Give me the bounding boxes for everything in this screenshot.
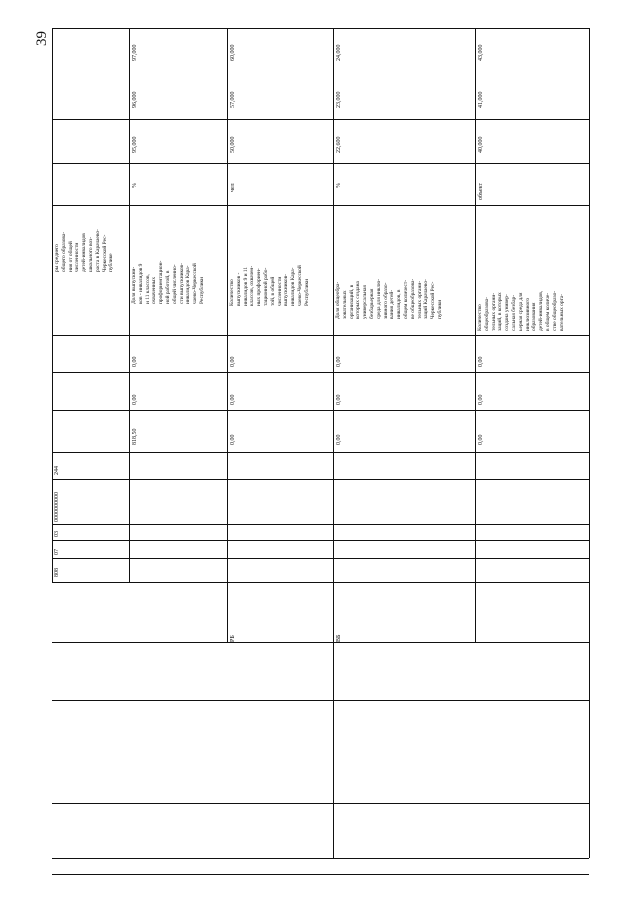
amount-cell: 0,00 — [230, 356, 236, 367]
indicator-line: вания детей- — [389, 289, 396, 319]
indicator-line: заций, в которых — [497, 292, 504, 331]
unit-label: % — [336, 183, 342, 188]
indicator-line: Черкесской Рес- — [430, 281, 437, 319]
value-cell: 60,000 — [230, 44, 236, 61]
indicator-line: классов, охвачен- — [249, 265, 256, 306]
indicator-line: раста в Карачаево- — [94, 229, 101, 272]
indicator-line: вательных орга- — [558, 294, 565, 331]
indicator-line: Доля выпускни- — [131, 266, 137, 304]
value-cell: 43,000 — [478, 44, 484, 61]
indicator-line: чаево-Черкесской — [192, 263, 199, 304]
indicator-line: общего образова- — [60, 231, 67, 272]
indicator-line: инвалидов 9 и 11 — [242, 266, 249, 306]
kbk-code: 0000000000 — [54, 492, 60, 522]
indicator-line: ных профориен- — [256, 268, 263, 306]
value-cell: 57,000 — [230, 91, 236, 108]
indicator-line: детей-инвалидов — [81, 233, 88, 272]
amount-cell: 0,00 — [336, 356, 342, 367]
amount-cell: 0,00 — [478, 394, 484, 405]
amount-cell: 0,00 — [336, 434, 342, 445]
unit-label: чел — [230, 183, 236, 192]
indicator-line: ры среднего — [54, 244, 60, 272]
indicator-line: выпускников- — [283, 274, 290, 306]
indicator-line: организаций, в — [348, 284, 355, 319]
indicator-line: универсальная — [362, 285, 369, 319]
indicator-line: зовательных — [341, 290, 348, 319]
indicator-line: среда для инклю- — [375, 278, 382, 319]
unit-label: % — [132, 183, 138, 188]
indicator-text — [229, 265, 311, 306]
value-cell: 95,000 — [132, 136, 138, 153]
indicator-line: образования — [531, 302, 538, 331]
page-number: 39 — [34, 31, 50, 46]
indicator-line: стве общеобразо- — [551, 290, 558, 331]
value-cell: 50,000 — [230, 136, 236, 153]
value-cell: 23,000 — [336, 91, 342, 108]
indicator-line: профориентацион- — [158, 260, 165, 304]
indicator-line: ьерная среда для — [517, 292, 524, 331]
indicator-line: инвалидов Кара- — [290, 267, 297, 306]
indicator-line: Черкесской Рес- — [101, 234, 108, 272]
indicator-line: численности — [74, 242, 81, 272]
indicator-line: и 11 классов, — [144, 274, 151, 304]
indicator-line: инвалидов, в — [396, 289, 403, 319]
value-cell: 40,000 — [478, 136, 484, 153]
indicator-line: школьного воз- — [87, 236, 94, 272]
indicator-line: детей-инвалидов, — [538, 290, 545, 331]
amount-cell: 0,00 — [478, 434, 484, 445]
budget-label: ВБ — [336, 634, 342, 642]
indicator-line: той, в общей — [269, 276, 276, 306]
indicator-line: тельных органи- — [490, 292, 497, 331]
value-cell: 96,000 — [132, 91, 138, 108]
indicator-line: Количество — [477, 304, 483, 331]
kbk-code: 244 — [54, 466, 60, 475]
indicator-line: публике — [108, 253, 115, 272]
indicator-line: заций Карачаево- — [423, 279, 430, 319]
indicator-line: выпускников - — [235, 272, 242, 306]
indicator-line: инклюзивного — [524, 297, 531, 331]
indicator-text — [131, 261, 206, 304]
amount-cell: 0,00 — [230, 394, 236, 405]
indicator-line: в общем количе- — [544, 292, 551, 331]
value-cell: 22,600 — [336, 136, 342, 153]
indicator-line: ной работой, в — [164, 270, 171, 304]
value-cell: 24,000 — [336, 44, 342, 61]
indicator-line: создана универ- — [504, 294, 511, 331]
amount-cell: 0,00 — [132, 356, 138, 367]
indicator-line: безбарьерная — [368, 288, 375, 319]
indicator-line: сальная безбар- — [510, 294, 517, 331]
budget-label: РБ — [230, 635, 236, 642]
amount-cell: 0,00 — [132, 394, 138, 405]
indicator-line: общем количест- — [402, 279, 409, 319]
indicator-line: публики — [436, 299, 443, 319]
amount-cell: 0,00 — [336, 394, 342, 405]
indicator-line: тационной рабо- — [262, 267, 269, 306]
kbk-code: 808 — [54, 568, 60, 577]
value-cell: 97,000 — [132, 44, 138, 61]
indicator-line: тельных органи- — [416, 280, 423, 319]
indicator-line: ков - инвалидов 9 — [137, 263, 144, 304]
indicator-line: численности — [276, 276, 283, 306]
indicator-text — [54, 229, 115, 272]
indicator-line: которых создана — [355, 281, 362, 319]
amount-cell: 0,00 — [230, 434, 236, 445]
kbk-code: 07 — [54, 549, 60, 555]
amount-cell: 818,50 — [132, 428, 138, 445]
indicator-line: зивного образо- — [382, 282, 389, 319]
indicator-line: Доля общеобра- — [335, 281, 341, 319]
indicator-text — [335, 279, 444, 319]
indicator-line: общеобразова- — [483, 297, 490, 331]
amount-cell: 0,00 — [478, 356, 484, 367]
indicator-line: инвалидов Кара- — [185, 265, 192, 304]
value-cell: 41,000 — [478, 91, 484, 108]
indicator-text — [477, 291, 565, 331]
indicator-line: ния от общей — [67, 241, 74, 272]
kbk-code: 03 — [54, 531, 60, 537]
indicator-line: сти выпускников- — [178, 263, 185, 304]
indicator-line: чаево-Черкесской — [296, 265, 303, 306]
indicator-line: ве общеобразова- — [409, 278, 416, 319]
indicator-line: Количество — [229, 279, 235, 306]
indicator-line: Республики — [303, 278, 310, 306]
indicator-line: охваченных — [151, 276, 158, 304]
indicator-line: Республики — [198, 276, 205, 304]
unit-label: объект — [478, 182, 484, 200]
indicator-line: общей численно- — [171, 264, 178, 304]
